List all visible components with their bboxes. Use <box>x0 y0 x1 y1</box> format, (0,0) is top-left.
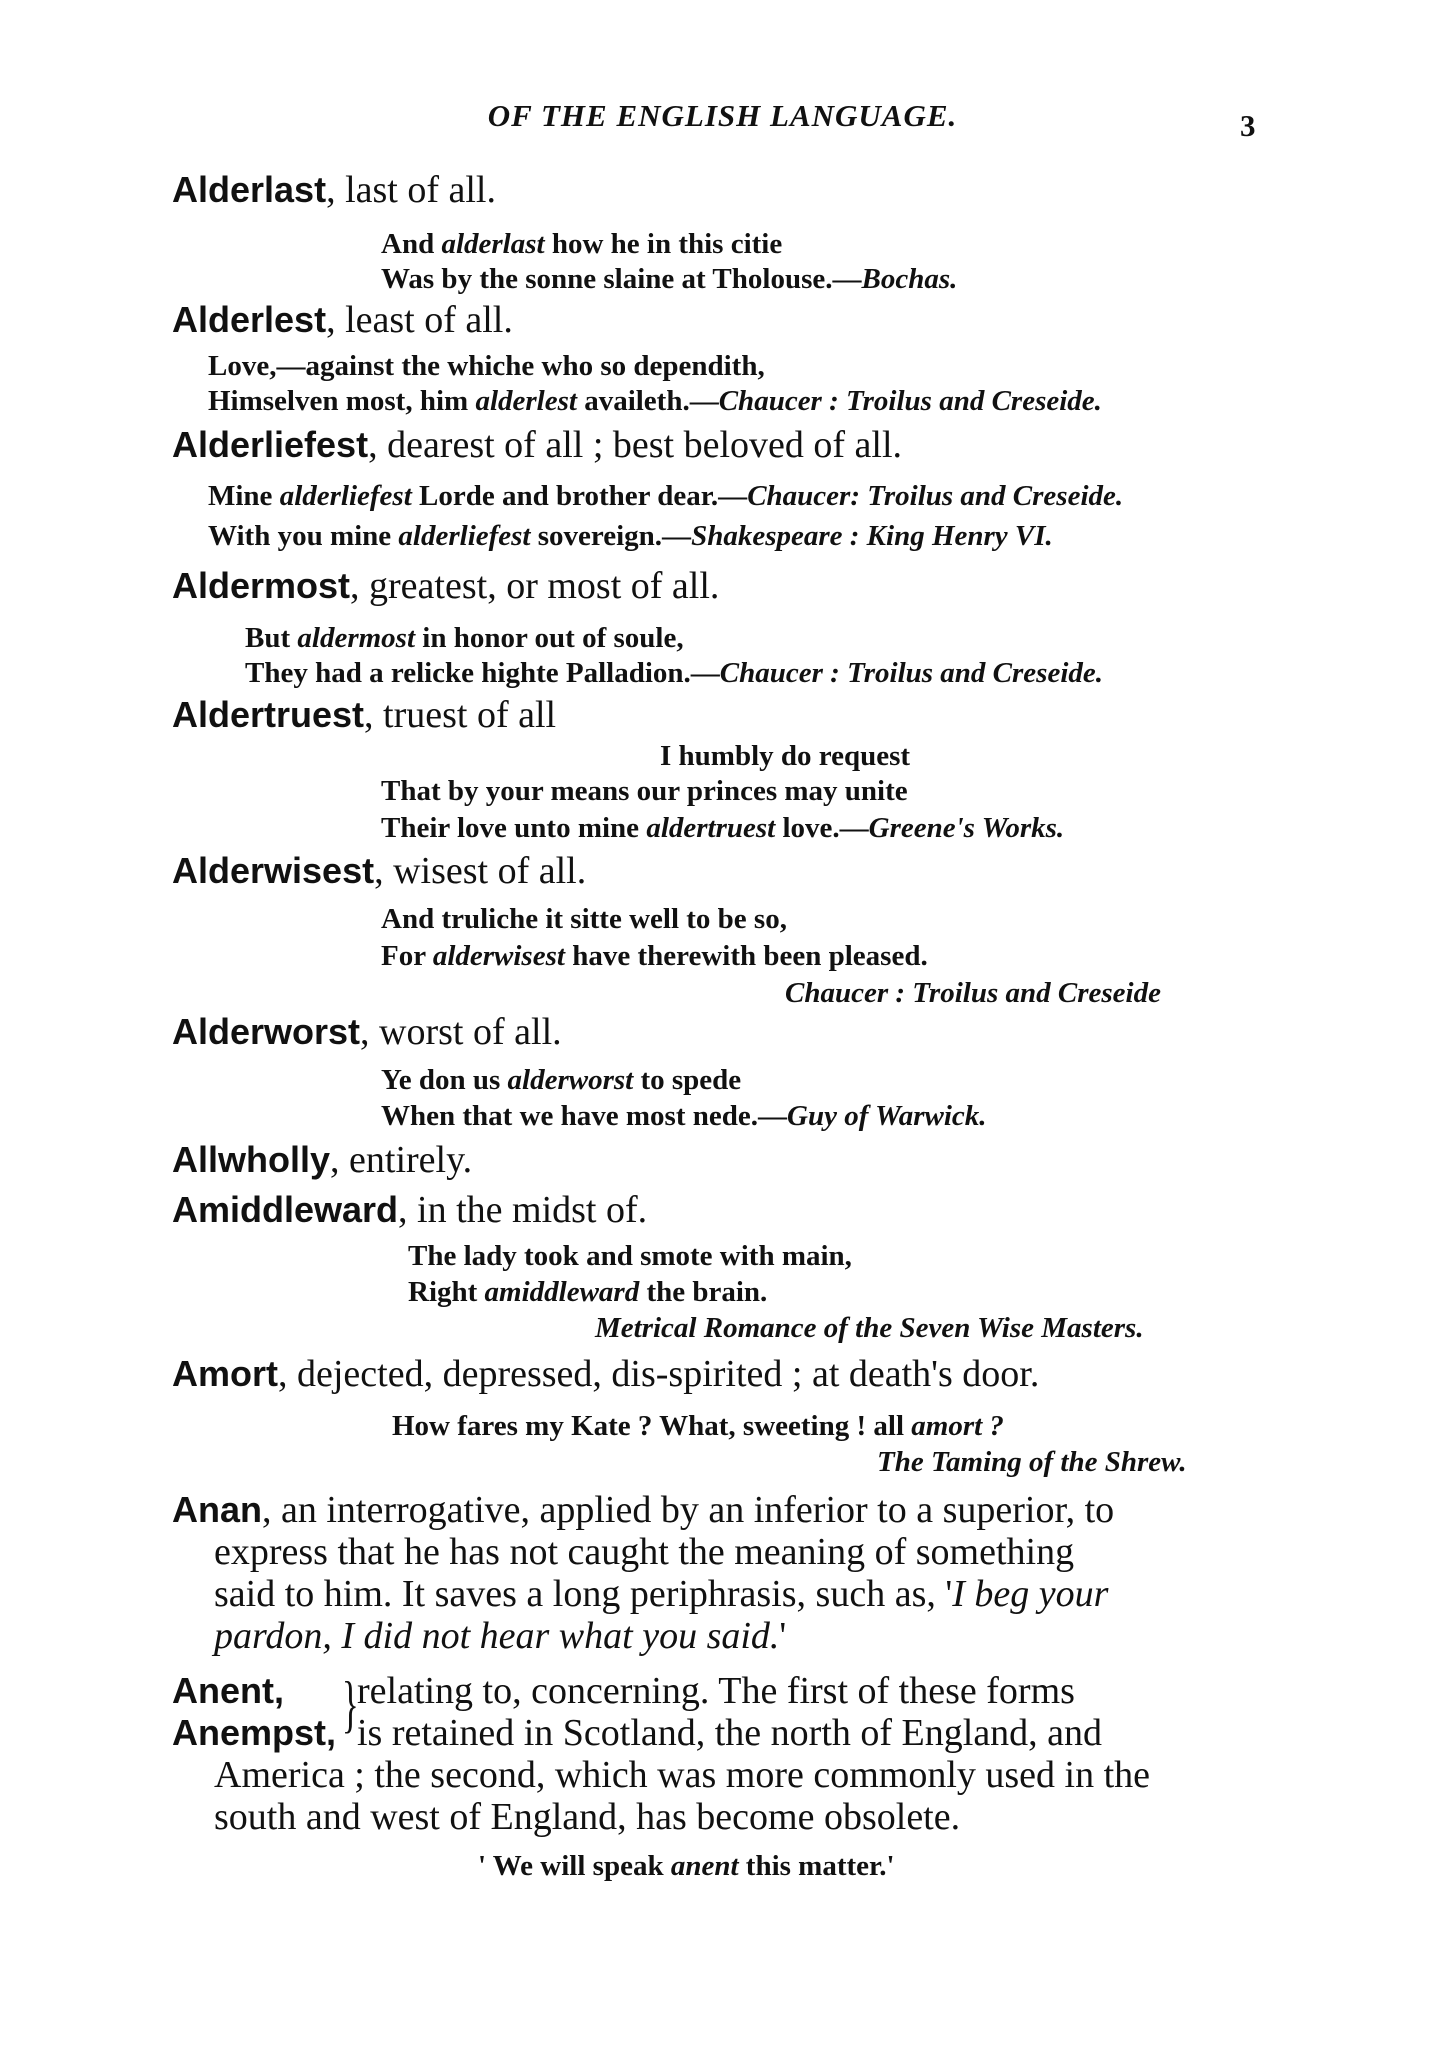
definition: , dejected, depressed, dis-spirited ; at death's door. <box>278 1353 1040 1395</box>
headword: Alderliefest <box>172 424 369 465</box>
entry-line: south and west of England, has become obsolete. <box>214 1796 961 1838</box>
entry-allwholly <box>172 1140 472 1180</box>
entry-alderliefest <box>172 425 902 465</box>
definition: , wisest of all. <box>374 850 587 892</box>
quote-line: They had a relicke highte Palladion.—Chaucer : Troilus and Creseide. <box>245 657 1103 689</box>
definition: , worst of all. <box>360 1011 562 1053</box>
headword: Amiddleward <box>172 1189 399 1230</box>
page-number: 3 <box>1240 108 1256 143</box>
entry-line: is retained in Scotland, the north of England, and <box>357 1712 1103 1754</box>
headword: Aldertruest <box>172 694 365 735</box>
headword: Allwholly <box>172 1139 331 1180</box>
definition: , truest of all <box>364 694 557 736</box>
definition: , entirely. <box>330 1139 473 1181</box>
quote-line: With you mine alderliefest sovereign.—Shakespeare : King Henry VI. <box>208 520 1053 552</box>
quote-line: The lady took and smote with main, <box>408 1240 852 1272</box>
headword: Alderwisest <box>172 850 375 891</box>
headword-anent: Anent, <box>172 1670 284 1711</box>
entry-aldertruest <box>172 695 556 735</box>
quote-line: But aldermost in honor out of soule, <box>245 622 684 654</box>
definition: , dearest of all ; best beloved of all. <box>368 424 903 466</box>
quote-line: Mine alderliefest Lorde and brother dear.—Chaucer: Troilus and Creseide. <box>208 480 1124 512</box>
quote-line: I humbly do request <box>660 740 911 772</box>
headword: Aldermost <box>172 565 351 606</box>
entry-alderlest <box>172 300 513 340</box>
running-title: OF THE ENGLISH LANGUAGE. <box>487 98 958 133</box>
entry-line: relating to, concerning. The first of these forms <box>357 1670 1075 1712</box>
quote-line: Ye don us alderworst to spede <box>381 1064 742 1096</box>
quote-line: And alderlast how he in this citie <box>381 228 783 260</box>
entry-alderlast <box>172 170 496 210</box>
headword: Alderlest <box>172 299 327 340</box>
definition: , in the midst of. <box>398 1189 648 1231</box>
citation: The Taming of the Shrew. <box>877 1446 1187 1478</box>
entry-line: America ; the second, which was more commonly used in the <box>214 1754 1151 1796</box>
quote-line: Their love unto mine aldertruest love.—Greene's Works. <box>381 812 1065 844</box>
citation: Metrical Romance of the Seven Wise Masters. <box>595 1312 1144 1344</box>
quote-line: ' We will speak anent this matter.' <box>478 1850 895 1882</box>
headword: Amort <box>172 1353 278 1394</box>
definition: , least of all. <box>326 299 513 341</box>
quote-line: Himselven most, him alderlest availeth.—Chaucer : Troilus and Creseide. <box>208 385 1102 417</box>
quote-line: When that we have most nede.—Guy of Warwick. <box>381 1100 987 1132</box>
entry-alderworst <box>172 1012 562 1052</box>
quote-line: Was by the sonne slaine at Tholouse.—Bochas. <box>381 263 958 295</box>
quote-line: How fares my Kate ? What, sweeting ! all amort ? <box>392 1410 1004 1442</box>
definition: , greatest, or most of all. <box>350 565 720 607</box>
brace-glyph: } <box>341 1668 359 1739</box>
quote-line: That by your means our princes may unite <box>381 775 908 807</box>
headword: Alderlast <box>172 169 327 210</box>
entry-line: said to him. It saves a long periphrasis, such as, 'I beg your <box>214 1573 1109 1615</box>
entry-aldermost <box>172 566 719 606</box>
citation: Chaucer : Troilus and Creseide <box>785 977 1161 1009</box>
definition: , last of all. <box>326 169 496 211</box>
quote-line: Right amiddleward the brain. <box>408 1276 768 1308</box>
headword: Anan <box>172 1489 262 1530</box>
headword: Alderworst <box>172 1011 361 1052</box>
entry-amiddleward <box>172 1190 647 1230</box>
quote-line: For alderwisest have therewith been pleased. <box>381 940 928 972</box>
entry-amort <box>172 1354 1039 1394</box>
quote-line: And truliche it sitte well to be so, <box>381 903 787 935</box>
quote-line: Love,—against the whiche who so dependith, <box>208 350 765 382</box>
entry-anan: Anan, an interrogative, applied by an inferior to a superior, to <box>172 1489 1115 1531</box>
entry-line: express that he has not caught the meaning of something <box>214 1531 1075 1573</box>
headword-anempst: Anempst, <box>172 1712 337 1753</box>
entry-alderwisest <box>172 851 586 891</box>
entry-line: pardon, I did not hear what you said.' <box>214 1615 787 1657</box>
